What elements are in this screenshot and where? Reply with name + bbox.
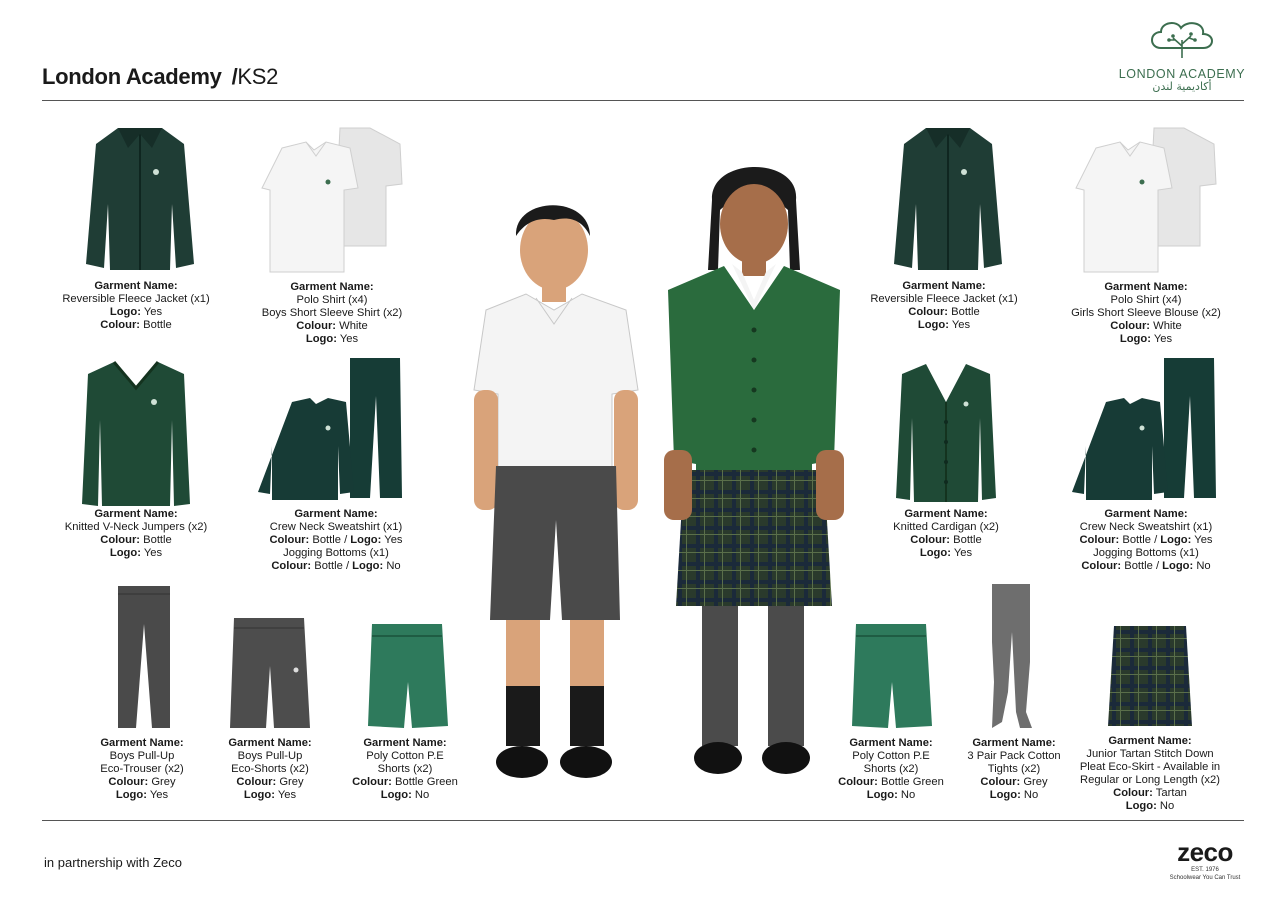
tartan-skirt-icon (1106, 624, 1194, 728)
school-logo (1112, 18, 1252, 98)
fleece-jacket-icon (80, 124, 200, 274)
partnership-text: in partnership with Zeco (44, 855, 183, 870)
logo-text-arabic: أكاديمية لندن (1152, 80, 1212, 93)
key-stage: KS2 (237, 64, 279, 89)
logo-text-english: LONDON ACADEMY (1118, 67, 1246, 81)
caption-boys-jacket: Garment Name: Reversible Fleece Jacket (x1) Logo: Yes Colour: Bottle (62, 280, 210, 331)
footer-divider (42, 820, 1244, 821)
caption-boys-pe-shorts: Garment Name: Poly Cotton P.E Shorts (x2) Colour: Bottle Green Logo: No (352, 737, 458, 801)
caption-girls-skirt: Garment Name: Junior Tartan Stitch Down Pleat Eco-Skirt - Available in Regular or Long Length (x2) Colour: Tartan Logo: No (1079, 735, 1221, 812)
caption-girls-polo: Garment Name: Polo Shirt (x4) Girls Short Sleeve Blouse (x2) Colour: White Logo: Yes (1071, 281, 1221, 345)
zeco-tagline: Schoolwear You Can Trust (1169, 875, 1241, 881)
caption-boys-jumper: Garment Name: Knitted V-Neck Jumpers (x2) Colour: Bottle Logo: Yes (64, 508, 208, 559)
caption-boys-trouser: Garment Name: Boys Pull-Up Eco-Trouser (x2) Colour: Grey Logo: Yes (100, 737, 184, 801)
boy-illustration (466, 190, 646, 790)
caption-girls-sweatshirt: Garment Name: Crew Neck Sweatshirt (x1) Colour: Bottle / Logo: Yes Jogging Bottoms (x1) Colour: Bottle / Logo: No (1079, 508, 1213, 572)
zeco-logo (1160, 838, 1250, 882)
header-divider (42, 100, 1244, 101)
zeco-wordmark: zeco (1177, 837, 1233, 867)
pe-shorts-icon (366, 622, 450, 732)
grey-trouser-icon (114, 584, 174, 730)
caption-boys-polo: Garment Name: Polo Shirt (x4) Boys Short Sleeve Shirt (x2) Colour: White Logo: Yes (261, 281, 403, 345)
girls-pe-shorts-icon (850, 622, 934, 732)
caption-girls-jacket: Garment Name: Reversible Fleece Jacket (x1) Colour: Bottle Logo: Yes (870, 280, 1018, 331)
cardigan-icon (894, 362, 998, 504)
school-name: London Academy (42, 64, 222, 89)
zeco-established: EST. 1976 (1191, 867, 1219, 873)
girls-sweatshirt-joggers-icon (1080, 356, 1220, 506)
title-separator: / (231, 64, 238, 89)
page-title (42, 64, 278, 90)
caption-boys-sweatshirt: Garment Name: Crew Neck Sweatshirt (x1) Colour: Bottle / Logo: Yes Jogging Bottoms (x1) Colour: Bottle / Logo: No (269, 508, 403, 572)
girls-fleece-jacket-icon (888, 124, 1008, 274)
polo-shirt-icon (262, 126, 407, 276)
caption-girls-tights: Garment Name: 3 Pair Pack Cotton Tights (x2) Colour: Grey Logo: No (967, 737, 1061, 801)
caption-girls-pe-shorts: Garment Name: Poly Cotton P.E Shorts (x2) Colour: Bottle Green Logo: No (838, 737, 944, 801)
tights-icon (986, 582, 1036, 732)
v-neck-jumper-icon (80, 360, 192, 510)
grey-shorts-icon (228, 616, 312, 730)
caption-boys-shorts: Garment Name: Boys Pull-Up Eco-Shorts (x2) Colour: Grey Logo: Yes (228, 737, 312, 801)
caption-girls-cardigan: Garment Name: Knitted Cardigan (x2) Colour: Bottle Logo: Yes (893, 508, 999, 559)
girl-illustration (654, 160, 854, 780)
girls-polo-shirt-icon (1076, 126, 1221, 276)
sweatshirt-joggers-icon (266, 356, 406, 506)
tree-icon (1147, 18, 1217, 60)
